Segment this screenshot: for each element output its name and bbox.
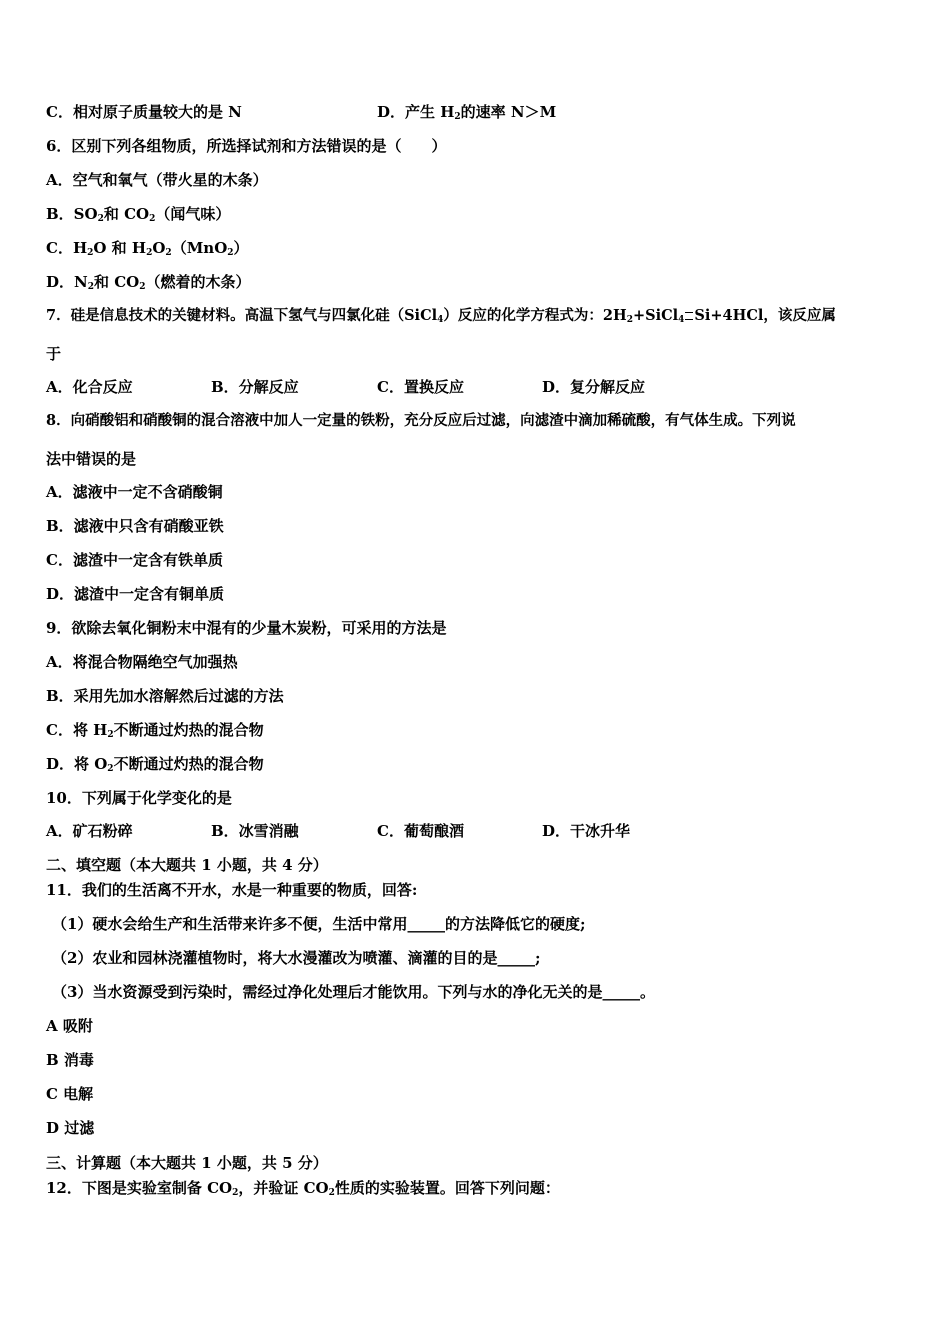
subscript: 2 [328, 1188, 335, 1198]
q7-option-c: C．置换反应 [377, 378, 464, 396]
text: Si+4HCl，该反应属 [694, 307, 836, 324]
text: 7．硅是信息技术的关键材料。高温下氢气与四氯化硅（SiCl [46, 307, 438, 324]
q10-option-b: B．冰雪消融 [211, 822, 299, 840]
q10-stem: 10．下列属于化学变化的是 [46, 789, 232, 807]
subscript: 2 [107, 730, 114, 740]
q11-part-1: （1）硬水会给生产和生活带来许多不便，生活中常用_____的方法降低它的硬度; [52, 915, 586, 933]
subscript: 4 [678, 315, 685, 325]
q11-option-d: D 过滤 [46, 1119, 95, 1137]
text: O 和 H [93, 239, 147, 257]
text: 的速率 N＞M [460, 103, 557, 121]
text: 不断通过灼热的混合物 [113, 755, 264, 773]
q7-stem [46, 306, 836, 326]
section-calculation-heading: 三、计算题（本大题共 1 小题，共 5 分） [46, 1154, 328, 1172]
equation-arrow [685, 312, 693, 320]
subscript: 2 [146, 248, 153, 258]
text: C．将 H [46, 721, 108, 739]
section-fill-in-heading: 二、填空题（本大题共 1 小题，共 4 分） [46, 856, 328, 874]
q6-option-c [46, 238, 249, 258]
subscript: 4 [437, 315, 444, 325]
text: 12．下图是实验室制备 CO [46, 1179, 233, 1197]
text: ）反应的化学方程式为：2H [443, 307, 627, 324]
subscript: 2 [227, 248, 234, 258]
text: O [152, 239, 166, 257]
text: B．SO [46, 205, 98, 223]
subscript: 2 [87, 282, 94, 292]
q7-option-a: A．化合反应 [46, 378, 133, 396]
subscript: 2 [87, 248, 94, 258]
q6-option-b [46, 204, 230, 224]
text: （燃着的木条） [145, 273, 251, 291]
text: （闻气味） [155, 205, 231, 223]
text: D．产生 H [377, 103, 455, 121]
q9-option-b: B．采用先加水溶解然后过滤的方法 [46, 687, 284, 705]
q7-option-d: D．复分解反应 [542, 378, 646, 396]
q10-option-a: A．矿石粉碎 [46, 822, 133, 840]
subscript: 2 [139, 282, 146, 292]
subscript: 2 [626, 315, 633, 325]
q11-option-c: C 电解 [46, 1085, 94, 1103]
text: D．将 O [46, 755, 108, 773]
subscript: 2 [149, 214, 156, 224]
text: 和 CO [94, 273, 140, 291]
q8-stem: 8．向硝酸铝和硝酸铜的混合溶液中加人一定量的铁粉，充分反应后过滤，向滤渣中滴加稀硫酸，有气体生成。下列说 [46, 412, 796, 429]
q11-part-2: （2）农业和园林浇灌植物时，将大水漫灌改为喷灌、滴灌的目的是_____; [52, 949, 541, 967]
text: C．H [46, 239, 88, 257]
q5-option-d [377, 102, 556, 122]
q5-option-c: C．相对原子质量较大的是 N [46, 103, 242, 121]
subscript: 2 [107, 764, 114, 774]
q9-option-a: A．将混合物隔绝空气加强热 [46, 653, 238, 671]
text: 不断通过灼热的混合物 [113, 721, 264, 739]
q8-option-c: C．滤渣中一定含有铁单质 [46, 551, 223, 569]
text: D．N [46, 273, 88, 291]
text: 性质的实验装置。回答下列问题： [334, 1179, 560, 1197]
q10-option-c: C．葡萄酿酒 [377, 822, 464, 840]
q12-stem [46, 1178, 560, 1198]
q9-stem: 9．欲除去氧化铜粉末中混有的少量木炭粉，可采用的方法是 [46, 619, 447, 637]
q6-stem: 6．区别下列各组物质，所选择试剂和方法错误的是（ ） [46, 137, 447, 155]
q11-part-3: （3）当水资源受到污染时，需经过净化处理后才能饮用。下列与水的净化无关的是_____。 [52, 983, 655, 1001]
subscript: 2 [232, 1188, 239, 1198]
subscript: 2 [165, 248, 172, 258]
q11-option-b: B 消毒 [46, 1051, 94, 1069]
q8-stem-continued: 法中错误的是 [46, 450, 137, 468]
text: ） [233, 239, 249, 257]
text: +SiCl [632, 307, 679, 324]
q11-stem: 11．我们的生活离不开水，水是一种重要的物质，回答: [46, 881, 418, 899]
text: 和 CO [103, 205, 150, 223]
q8-option-b: B．滤液中只含有硝酸亚铁 [46, 517, 224, 535]
subscript: 2 [454, 112, 461, 122]
q9-option-c [46, 720, 264, 740]
subscript: 2 [97, 214, 104, 224]
q8-option-a: A．滤液中一定不含硝酸铜 [46, 483, 223, 501]
q6-option-a: A．空气和氧气（带火星的木条） [46, 171, 268, 189]
q7-option-b: B．分解反应 [211, 378, 299, 396]
q6-option-d [46, 272, 251, 292]
text: （MnO [171, 239, 228, 257]
q10-option-d: D．干冰升华 [542, 822, 631, 840]
q8-option-d: D．滤渣中一定含有铜单质 [46, 585, 225, 603]
text: ，并验证 CO [238, 1179, 329, 1197]
q7-stem-continued: 于 [46, 345, 62, 363]
q9-option-d [46, 754, 264, 774]
q11-option-a: A 吸附 [46, 1017, 93, 1035]
